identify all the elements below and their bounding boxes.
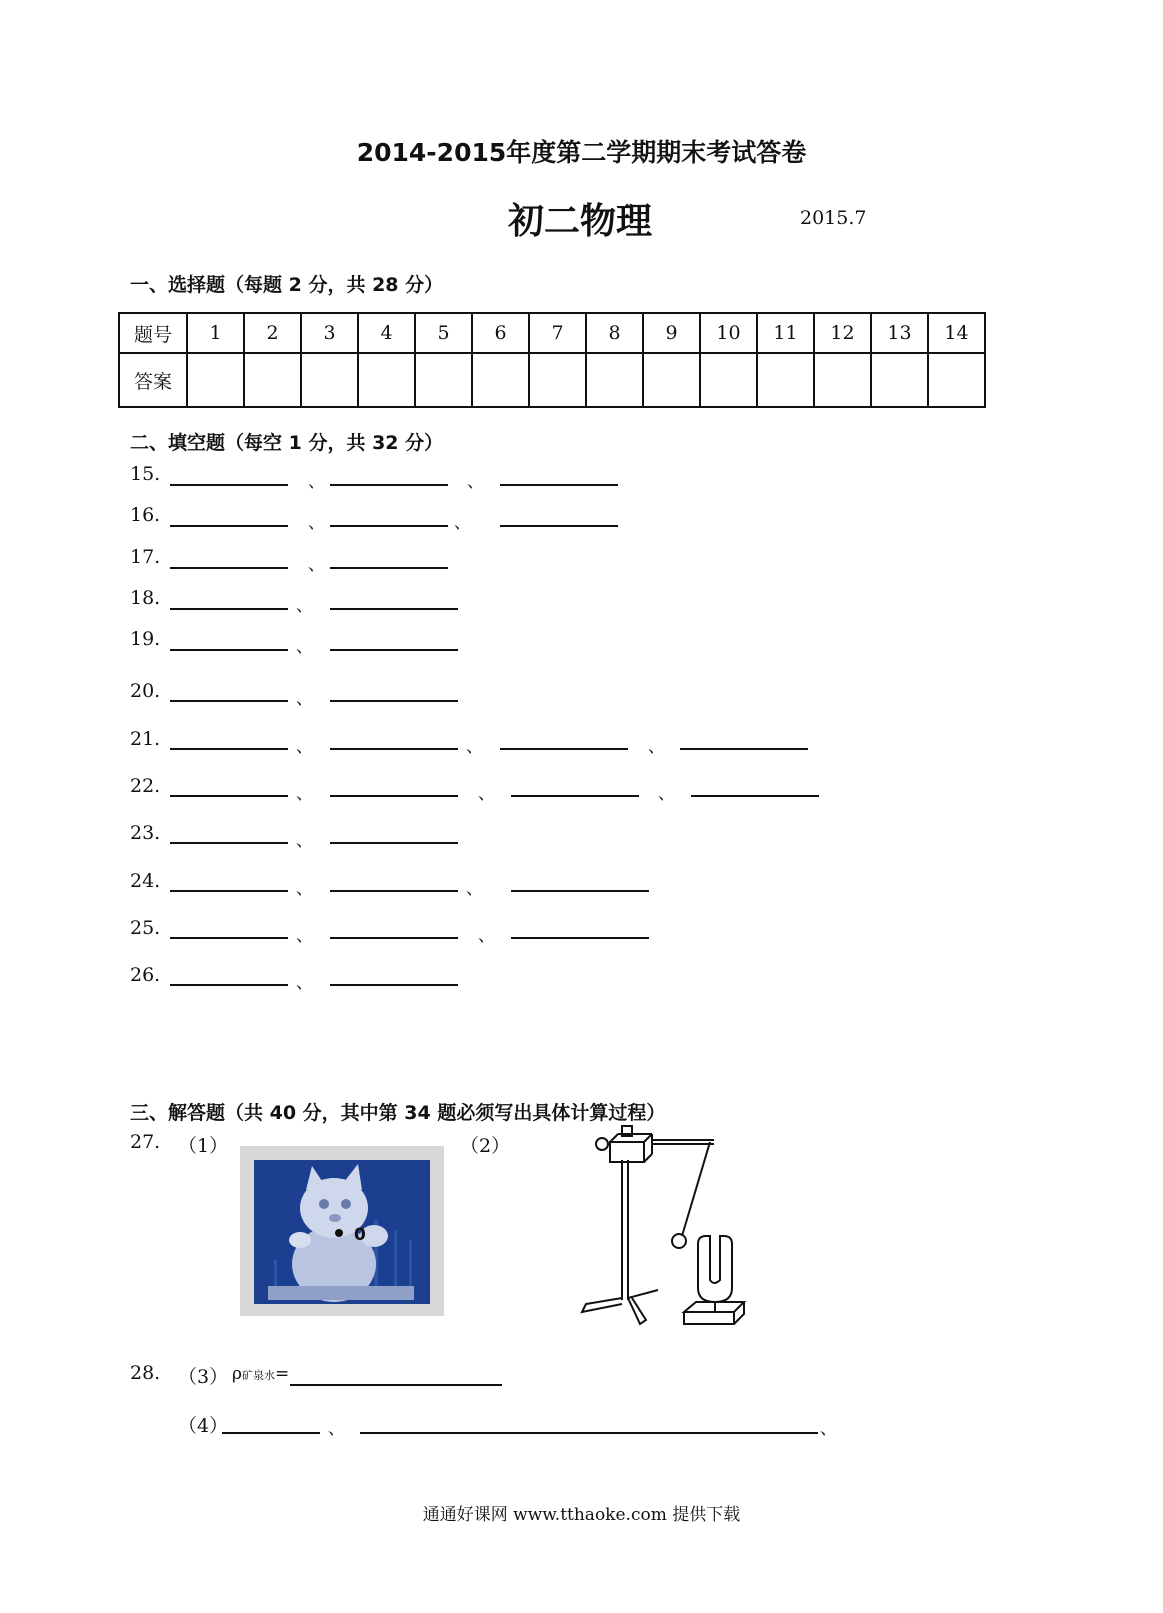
question-number: 25. bbox=[130, 917, 161, 939]
answer-cell[interactable] bbox=[415, 353, 472, 407]
separator: 、 bbox=[328, 1419, 345, 1439]
table-cell-number: 8 bbox=[586, 313, 643, 353]
table-cell-number: 9 bbox=[643, 313, 700, 353]
answer-blank[interactable] bbox=[330, 484, 448, 486]
question-number: 15. bbox=[130, 463, 161, 485]
answer-blank[interactable] bbox=[330, 795, 458, 797]
table-cell-number: 3 bbox=[301, 313, 358, 353]
table-cell-number: 1 bbox=[187, 313, 244, 353]
question-number: 23. bbox=[130, 822, 161, 844]
separator: 、 bbox=[478, 926, 495, 946]
separator: 、 bbox=[466, 879, 483, 899]
separator: 、 bbox=[296, 689, 313, 709]
question-number: 19. bbox=[130, 628, 161, 650]
answer-blank[interactable] bbox=[170, 525, 288, 527]
answer-blank[interactable] bbox=[360, 1432, 818, 1434]
separator: 、 bbox=[308, 472, 325, 492]
answer-blank[interactable] bbox=[170, 795, 288, 797]
photo-label: 0 bbox=[354, 1225, 366, 1245]
answer-blank[interactable] bbox=[170, 649, 288, 651]
answer-cell[interactable] bbox=[643, 353, 700, 407]
table-cell-number: 14 bbox=[928, 313, 985, 353]
cat-statue-illustration bbox=[254, 1160, 430, 1304]
separator: 、 bbox=[467, 472, 484, 492]
table-cell-number: 7 bbox=[529, 313, 586, 353]
answer-blank[interactable] bbox=[330, 608, 458, 610]
sub-question-label: （2） bbox=[460, 1135, 511, 1157]
answer-blank[interactable] bbox=[170, 748, 288, 750]
separator: 、 bbox=[296, 637, 313, 657]
answer-blank[interactable] bbox=[330, 937, 458, 939]
answer-blank[interactable] bbox=[500, 525, 618, 527]
answer-blank[interactable] bbox=[170, 842, 288, 844]
separator: 、 bbox=[648, 737, 665, 757]
section1-title: 一、选择题（每题 2 分，共 28 分） bbox=[130, 274, 444, 296]
separator: 、 bbox=[658, 784, 675, 804]
subject-title: 初二物理 bbox=[508, 201, 653, 242]
question-number: 21. bbox=[130, 728, 161, 750]
question-number: 16. bbox=[130, 504, 161, 526]
answer-blank[interactable] bbox=[330, 700, 458, 702]
question-number: 17. bbox=[130, 546, 161, 568]
section3-title: 三、解答题（共 40 分，其中第 34 题必须写出具体计算过程） bbox=[130, 1102, 666, 1124]
answer-label: 答案 bbox=[119, 353, 187, 407]
question-number: 28. bbox=[130, 1362, 161, 1384]
table-cell-number: 10 bbox=[700, 313, 757, 353]
separator: 、 bbox=[296, 831, 313, 851]
answer-blank[interactable] bbox=[500, 484, 618, 486]
rho-symbol: ρ bbox=[232, 1364, 242, 1384]
question-number: 20. bbox=[130, 680, 161, 702]
answer-blank[interactable] bbox=[500, 748, 628, 750]
answer-blank[interactable] bbox=[511, 937, 649, 939]
separator: 、 bbox=[478, 784, 495, 804]
answer-blank[interactable] bbox=[170, 890, 288, 892]
answer-blank[interactable] bbox=[170, 608, 288, 610]
sub-question-label: （3） bbox=[178, 1366, 229, 1388]
answer-cell[interactable] bbox=[928, 353, 985, 407]
exam-date: 2015.7 bbox=[800, 207, 867, 229]
sub-question-label: （1） bbox=[178, 1135, 229, 1157]
section2-title: 二、填空题（每空 1 分，共 32 分） bbox=[130, 432, 444, 454]
density-formula bbox=[232, 1364, 289, 1384]
sub-question-label: （4） bbox=[178, 1415, 229, 1437]
cat-statue-photo bbox=[240, 1146, 444, 1316]
table-cell-number: 6 bbox=[472, 313, 529, 353]
answer-blank[interactable] bbox=[170, 567, 288, 569]
separator: 、 bbox=[296, 879, 313, 899]
answer-blank[interactable] bbox=[330, 984, 458, 986]
separator: 、 bbox=[296, 926, 313, 946]
answer-blank[interactable] bbox=[290, 1384, 502, 1386]
answer-cell[interactable] bbox=[586, 353, 643, 407]
answer-blank[interactable] bbox=[330, 649, 458, 651]
answer-cell[interactable] bbox=[358, 353, 415, 407]
question-number: 18. bbox=[130, 587, 161, 609]
answer-blank[interactable] bbox=[330, 748, 458, 750]
tuning-fork-pendulum-diagram bbox=[578, 1120, 758, 1330]
separator: 、 bbox=[296, 737, 313, 757]
answer-table bbox=[118, 312, 986, 408]
answer-blank[interactable] bbox=[330, 842, 458, 844]
separator: 、 bbox=[820, 1419, 837, 1439]
table-cell-number: 5 bbox=[415, 313, 472, 353]
answer-cell[interactable] bbox=[871, 353, 928, 407]
answer-blank[interactable] bbox=[170, 937, 288, 939]
answer-cell[interactable] bbox=[187, 353, 244, 407]
question-number: 26. bbox=[130, 964, 161, 986]
answer-blank[interactable] bbox=[170, 984, 288, 986]
answer-blank[interactable] bbox=[330, 567, 448, 569]
answer-cell[interactable] bbox=[814, 353, 871, 407]
answer-blank[interactable] bbox=[330, 525, 448, 527]
separator: 、 bbox=[466, 737, 483, 757]
answer-blank[interactable] bbox=[680, 748, 808, 750]
table-cell-number: 13 bbox=[871, 313, 928, 353]
answer-cell[interactable] bbox=[472, 353, 529, 407]
rho-subscript: 矿泉水 bbox=[242, 1369, 275, 1382]
question-number: 27. bbox=[130, 1131, 161, 1153]
answer-cell[interactable] bbox=[700, 353, 757, 407]
separator: 、 bbox=[308, 555, 325, 575]
table-cell-number: 11 bbox=[757, 313, 814, 353]
question-number-label: 题号 bbox=[119, 313, 187, 353]
question-number: 24. bbox=[130, 870, 161, 892]
question-number: 22. bbox=[130, 775, 161, 797]
exam-title: 2014-2015年度第二学期期末考试答卷 bbox=[356, 138, 807, 167]
separator: 、 bbox=[454, 513, 471, 533]
separator: 、 bbox=[296, 973, 313, 993]
separator: 、 bbox=[308, 513, 325, 533]
table-cell-number: 4 bbox=[358, 313, 415, 353]
separator: 、 bbox=[296, 596, 313, 616]
answer-blank[interactable] bbox=[222, 1432, 320, 1434]
answer-blank[interactable] bbox=[511, 890, 649, 892]
table-cell-number: 12 bbox=[814, 313, 871, 353]
answer-blank[interactable] bbox=[330, 890, 458, 892]
separator: 、 bbox=[296, 784, 313, 804]
answer-blank[interactable] bbox=[170, 700, 288, 702]
table-cell-number: 2 bbox=[244, 313, 301, 353]
answer-cell[interactable] bbox=[301, 353, 358, 407]
answer-blank[interactable] bbox=[170, 484, 288, 486]
footer-text: 通通好课网 www.tthaoke.com 提供下载 bbox=[422, 1505, 741, 1525]
answer-blank[interactable] bbox=[691, 795, 819, 797]
answer-cell[interactable] bbox=[529, 353, 586, 407]
answer-blank[interactable] bbox=[511, 795, 639, 797]
equals-sign: = bbox=[275, 1364, 290, 1384]
answer-cell[interactable] bbox=[757, 353, 814, 407]
answer-cell[interactable] bbox=[244, 353, 301, 407]
